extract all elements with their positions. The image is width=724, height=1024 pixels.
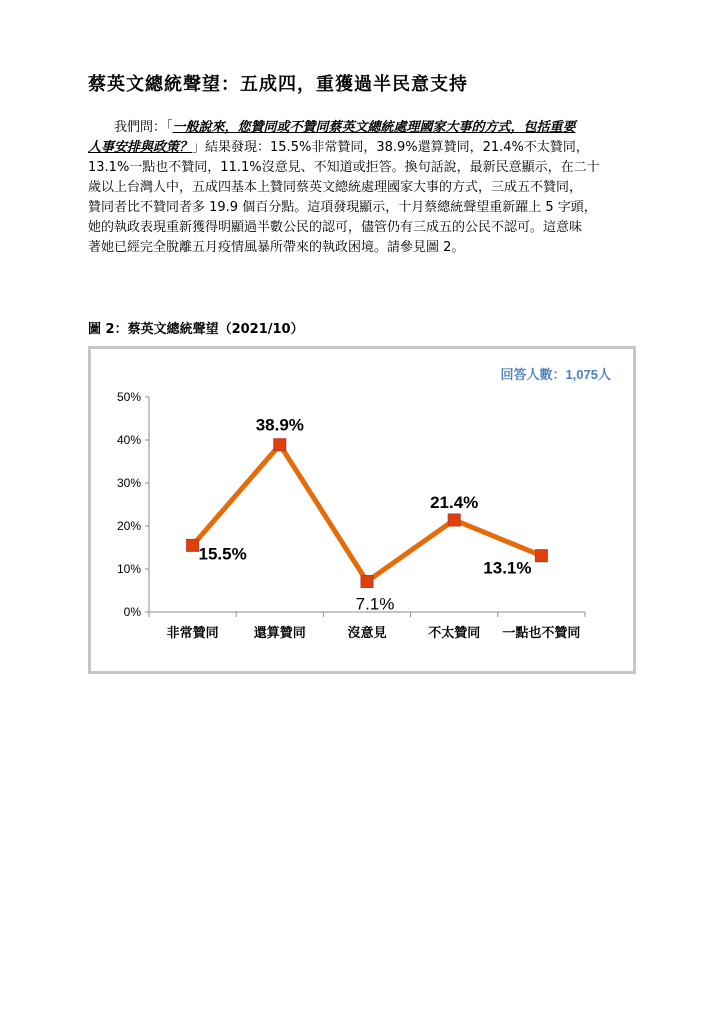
paragraph-line: 著她已經完全脫離五月疫情風暴所帶來的執政困境。請參見圖 2。 [88, 240, 465, 255]
x-category-label: 不太贊同 [428, 625, 481, 640]
paragraph-line: 歲以上台灣人中，五成四基本上贊同蔡英文總統處理國家大事的方式，三成五不贊同， [88, 180, 583, 195]
paragraph-line: 13.1%一點也不贊同，11.1%沒意見、不知道或拒答。換句話說，最新民意顯示，在二十 [88, 160, 600, 175]
body-paragraph [88, 118, 640, 258]
y-tick-label: 20% [116, 519, 141, 533]
approval-line-chart [91, 349, 633, 671]
data-label: 13.1% [483, 558, 532, 578]
survey-question-cont: 人事安排與政策？ [88, 140, 193, 155]
y-tick-label: 50% [116, 390, 141, 404]
x-category-label: 非常贊同 [166, 625, 219, 640]
paragraph-line: 她的執政表現重新獲得明顯過半數公民的認可，儘管仍有三成五的公民不認可。這意味 [88, 220, 583, 235]
survey-question: 一般說來，您贊同或不贊同蔡英文總統處理國家大事的方式，包括重要 [172, 120, 576, 135]
data-label: 38.9% [255, 415, 304, 435]
respondent-count-annotation: 回答人數：1,075人 [500, 367, 611, 382]
paragraph-intro: 我們問：「 [114, 120, 173, 135]
x-category-label: 一點也不贊同 [502, 625, 581, 640]
data-point-marker [448, 514, 460, 526]
y-tick-label: 30% [116, 476, 141, 490]
paragraph-line: 贊同者比不贊同者多 19.9 個百分點。這項發現顯示，十月蔡總統聲望重新躍上 5 字頭， [88, 200, 597, 215]
chart-frame [88, 346, 636, 674]
data-point-marker [535, 550, 547, 562]
figure-caption: 圖 2：蔡英文總統聲望（2021/10） [88, 322, 304, 337]
page-title: 蔡英文總統聲望：五成四，重獲過半民意支持 [88, 74, 468, 95]
data-label: 21.4% [430, 492, 479, 512]
paragraph-line [88, 118, 640, 138]
y-tick-label: 40% [116, 433, 141, 447]
x-category-label: 沒意見 [347, 625, 387, 640]
x-category-label: 還算贊同 [253, 625, 306, 640]
data-label: 7.1% [355, 594, 395, 614]
data-point-marker [361, 575, 373, 587]
y-tick-label: 0% [123, 605, 141, 619]
data-label: 15.5% [198, 544, 247, 564]
paragraph-line [88, 138, 640, 158]
data-point-marker [274, 439, 286, 451]
data-point-marker [187, 539, 199, 551]
y-tick-label: 10% [116, 562, 141, 576]
paragraph-result: 」結果發現：15.5%非常贊同，38.9%還算贊同，21.4%不太贊同， [192, 140, 589, 155]
